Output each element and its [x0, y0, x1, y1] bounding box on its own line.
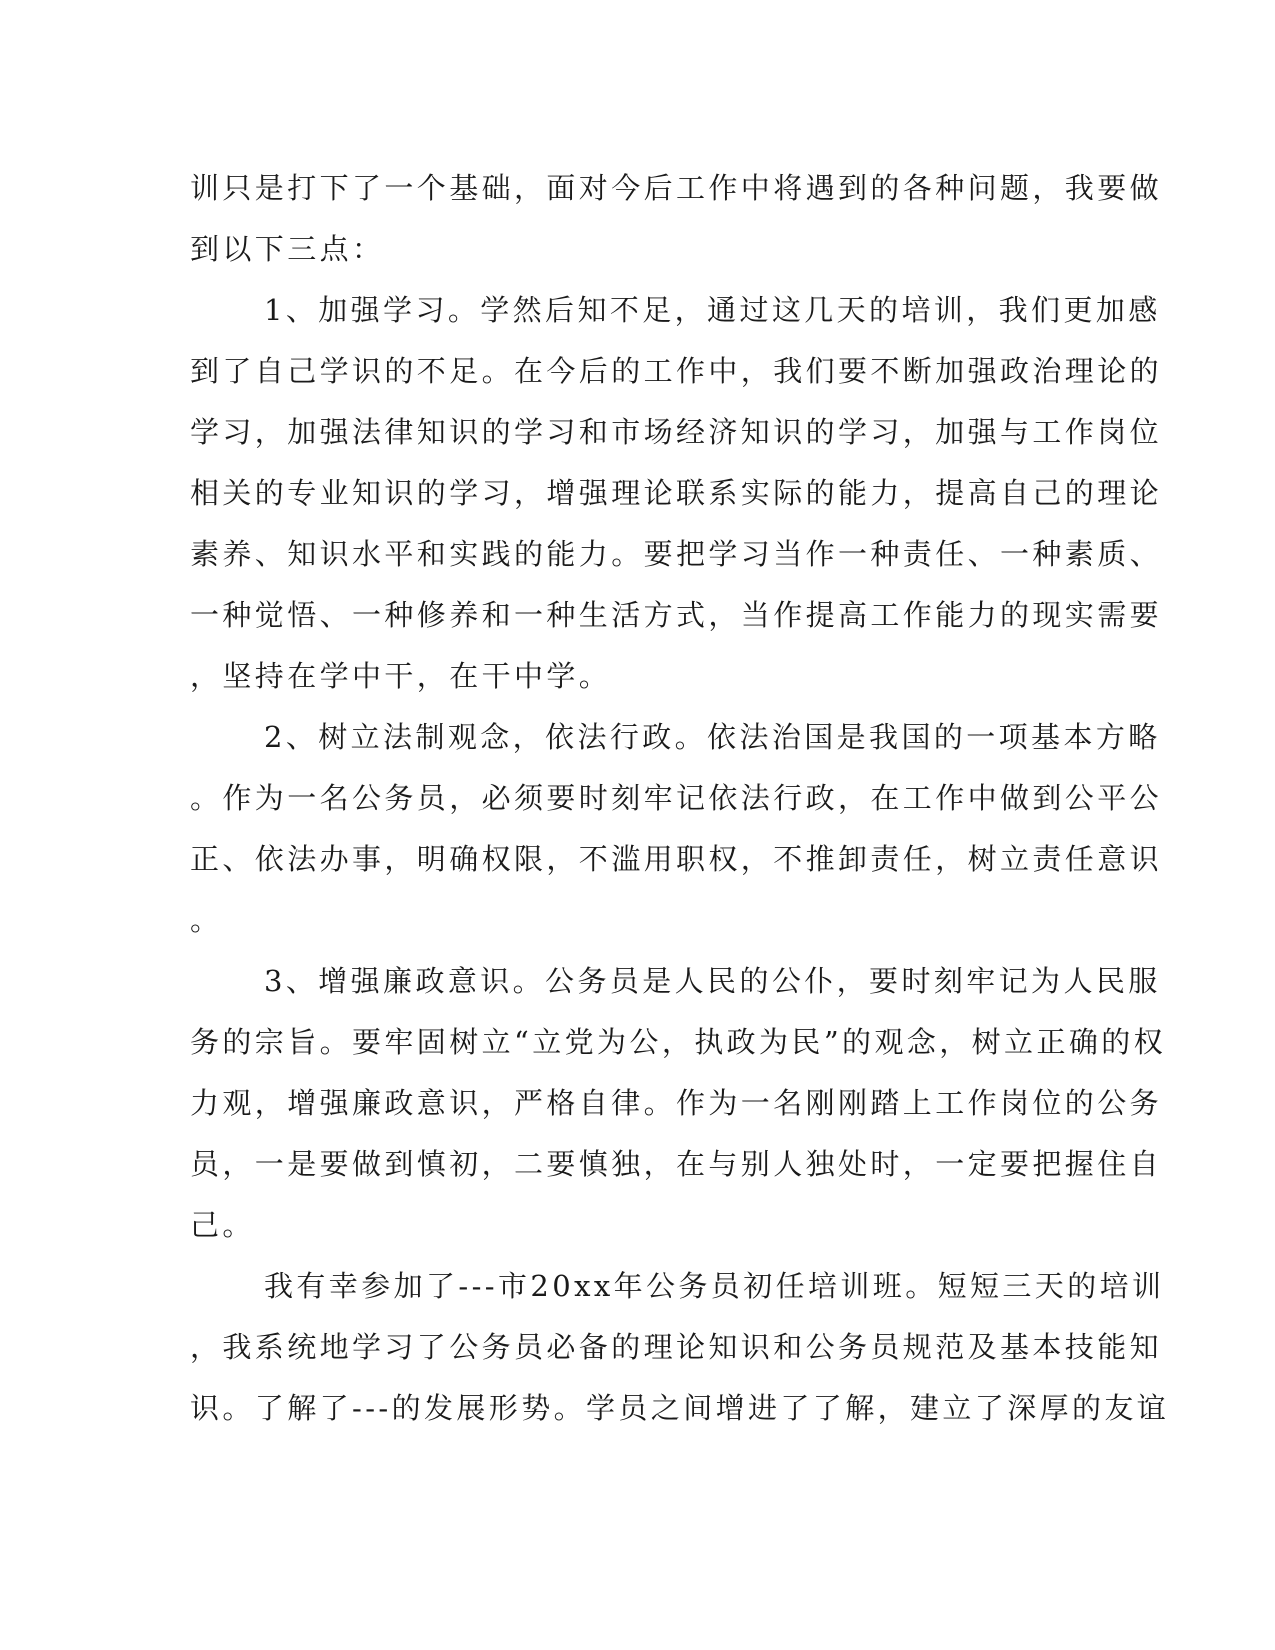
text-line: 己。: [190, 1208, 255, 1242]
text-line: 识。了解了---的发展形势。学员之间增进了了解，建立了深厚的友谊: [190, 1391, 1170, 1425]
text-line: 力观，增强廉政意识，严格自律。作为一名刚刚踏上工作岗位的公务: [190, 1086, 1163, 1120]
text-line: 素养、知识水平和实践的能力。要把学习当作一种责任、一种素质、: [190, 537, 1163, 571]
text-line: 正、依法办事，明确权限，不滥用职权，不推卸责任，树立责任意识: [190, 842, 1163, 876]
text-line: 一种觉悟、一种修养和一种生活方式，当作提高工作能力的现实需要: [190, 598, 1163, 632]
text-line: ，我系统地学习了公务员必备的理论知识和公务员规范及基本技能知: [190, 1330, 1163, 1364]
text-line: 。作为一名公务员，必须要时刻牢记依法行政，在工作中做到公平公: [190, 781, 1163, 815]
text-line: 我有幸参加了---市20xx年公务员初任培训班。短短三天的培训: [264, 1269, 1165, 1303]
text-line: 相关的专业知识的学习，增强理论联系实际的能力，提高自己的理论: [190, 476, 1163, 510]
text-line: 3、增强廉政意识。公务员是人民的公仆，要时刻牢记为人民服: [264, 964, 1161, 998]
text-line: 训只是打下了一个基础，面对今后工作中将遇到的各种问题，我要做: [190, 171, 1163, 205]
text-line: 学习，加强法律知识的学习和市场经济知识的学习，加强与工作岗位: [190, 415, 1163, 449]
text-line: 到了自己学识的不足。在今后的工作中，我们要不断加强政治理论的: [190, 354, 1163, 388]
text-line: 员，一是要做到慎初，二要慎独，在与别人独处时，一定要把握住自: [190, 1147, 1163, 1181]
body-text: [190, 158, 1170, 1439]
text-line: 到以下三点：: [190, 232, 385, 266]
text-line: 务的宗旨。要牢固树立“立党为公，执政为民”的观念，树立正确的权: [190, 1025, 1167, 1059]
text-line: 。: [190, 903, 223, 937]
text-line: 2、树立法制观念，依法行政。依法治国是我国的一项基本方略: [264, 720, 1161, 754]
text-line: 1、加强学习。学然后知不足，通过这几天的培训，我们更加感: [264, 293, 1161, 327]
text-line: ，坚持在学中干，在干中学。: [190, 659, 612, 693]
